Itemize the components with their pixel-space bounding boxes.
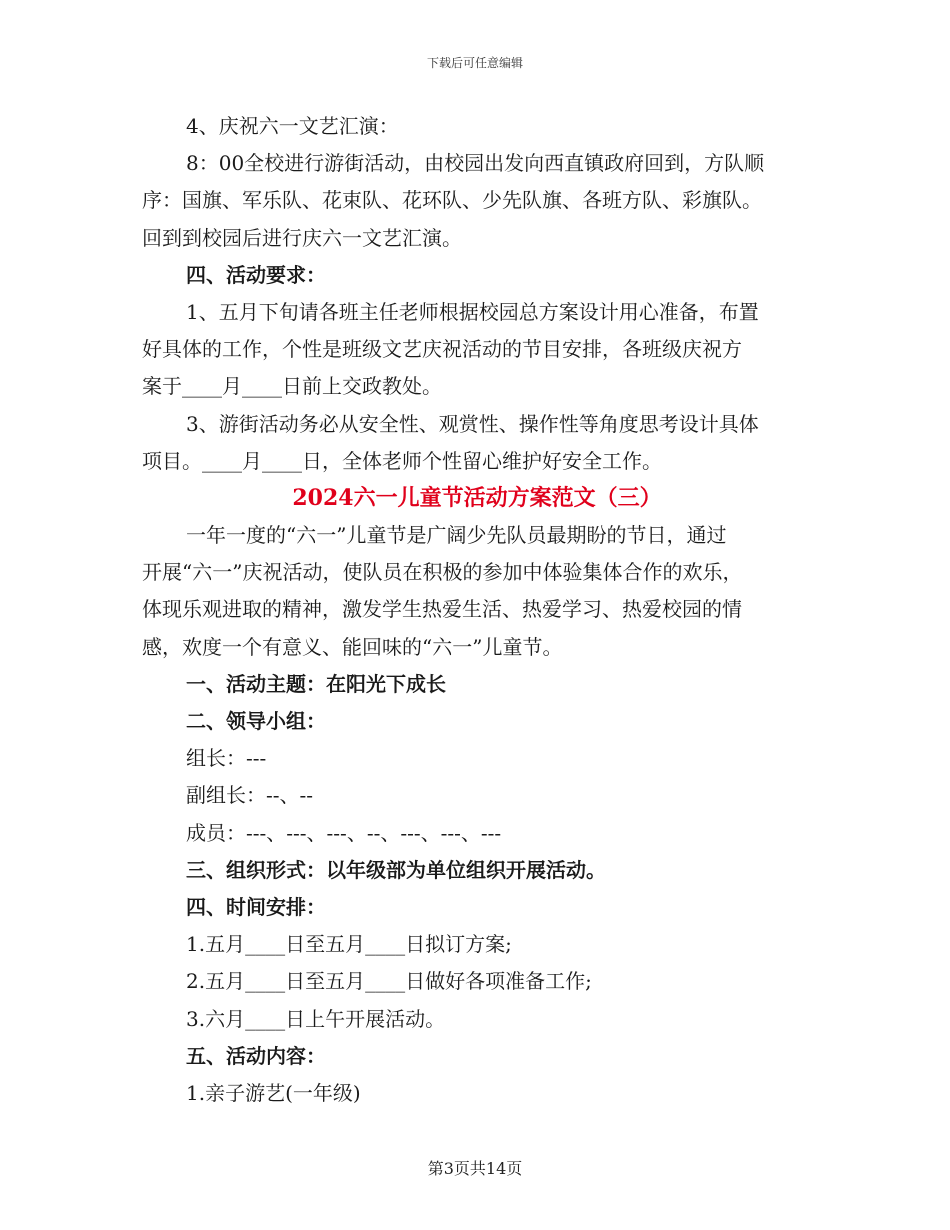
paragraph-line: 2.五月____日至五月____日做好各项准备工作; bbox=[186, 969, 592, 994]
section-heading: 三、组织形式：以年级部为单位组织开展活动。 bbox=[186, 857, 606, 882]
section-heading: 二、领导小组： bbox=[186, 709, 326, 733]
page-header: 下载后可任意编辑 bbox=[426, 56, 523, 70]
document-body bbox=[142, 108, 812, 1112]
paragraph-line: 案于____月____日前上交政教处。 bbox=[142, 374, 442, 399]
paragraph-line: 组长：--- bbox=[186, 746, 267, 771]
paragraph-line: 感，欢度一个有意义、能回味的“六一”儿童节。 bbox=[142, 634, 563, 659]
page-footer: 第3页共14页 bbox=[427, 1159, 523, 1178]
section-heading: 一、活动主题：在阳光下成长 bbox=[186, 671, 446, 696]
paragraph-line: 开展“六一”庆祝活动，使队员在积极的参加中体验集体合作的欢乐， bbox=[142, 560, 743, 585]
paragraph-line: 项目。____月____日，全体老师个性留心维护好安全工作。 bbox=[142, 448, 662, 473]
section-title: 2024六一儿童节活动方案范文（三） bbox=[292, 484, 662, 511]
section-heading: 五、活动内容： bbox=[186, 1043, 326, 1068]
paragraph-line: 序：国旗、军乐队、花束队、花环队、少先队旗、各班方队、彩旗队。 bbox=[142, 188, 762, 213]
paragraph-line: 4、庆祝六一文艺汇演： bbox=[186, 114, 399, 138]
paragraph-line: 1.五月____日至五月____日拟订方案; bbox=[186, 932, 512, 957]
paragraph-line: 3.六月____日上午开展活动。 bbox=[186, 1006, 446, 1031]
paragraph-line: 1、五月下旬请各班主任老师根据校园总方案设计用心准备，布置 bbox=[186, 299, 759, 324]
paragraph-line: 3、游街活动务必从安全性、观赏性、操作性等角度思考设计具体 bbox=[186, 411, 759, 436]
paragraph-line: 成员：---、---、---、--、---、---、--- bbox=[186, 820, 502, 845]
paragraph-line: 好具体的工作，个性是班级文艺庆祝活动的节目安排，各班级庆祝方 bbox=[142, 337, 742, 362]
paragraph-line: 8：00全校进行游街活动，由校园出发向西直镇政府回到，方队顺 bbox=[186, 151, 765, 176]
section-heading: 四、时间安排： bbox=[186, 894, 326, 919]
paragraph-line: 回到到校园后进行庆六一文艺汇演。 bbox=[142, 225, 462, 250]
paragraph-line: 体现乐观进取的精神，激发学生热爱生活、热爱学习、热爱校园的情 bbox=[142, 597, 742, 622]
section-heading: 四、活动要求： bbox=[186, 262, 326, 287]
paragraph-line: 一年一度的“六一”儿童节是广阔少先队员最期盼的节日，通过 bbox=[186, 523, 727, 548]
paragraph-line: 副组长：--、-- bbox=[186, 783, 314, 808]
paragraph-line: 1.亲子游艺(一年级) bbox=[186, 1080, 361, 1105]
